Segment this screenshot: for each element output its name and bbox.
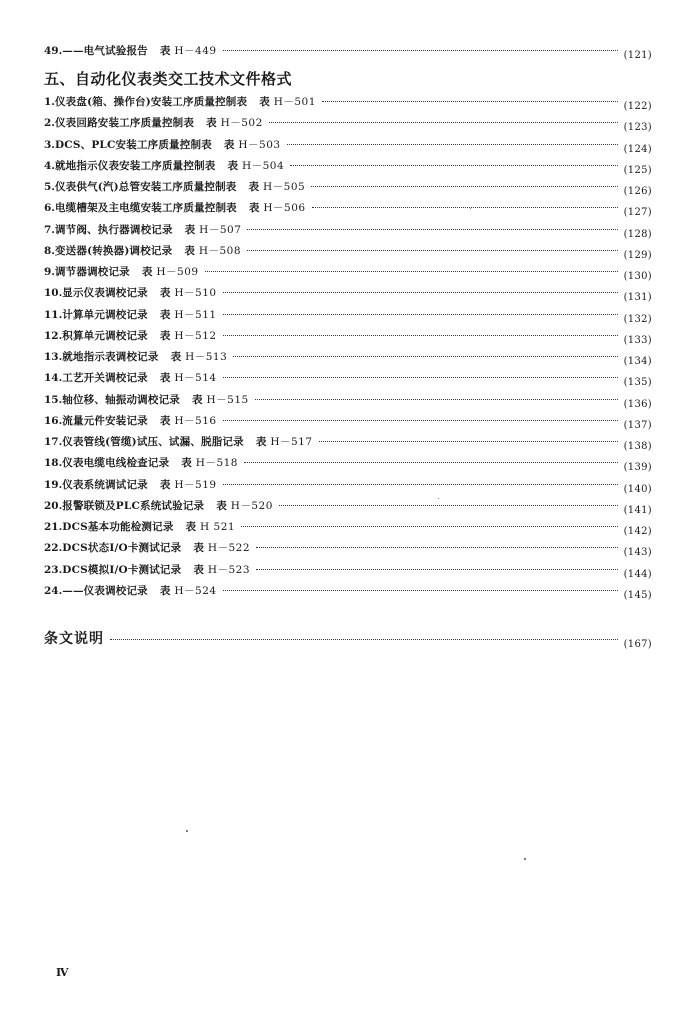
form-code: H－501 <box>273 96 316 108</box>
dot-leader <box>223 50 618 51</box>
dot-leader <box>256 569 618 570</box>
form-label: 表 <box>193 563 204 576</box>
toc-entry <box>44 223 652 238</box>
page-number: (124) <box>623 143 652 155</box>
toc-entry <box>44 393 652 408</box>
form-code: H－520 <box>230 499 273 512</box>
page-number: (136) <box>623 398 652 410</box>
dot-leader <box>319 441 618 442</box>
page-number: (144) <box>623 568 652 580</box>
entry-number: 6. <box>44 202 55 215</box>
form-code: H－513 <box>185 351 228 363</box>
page-number: (126) <box>623 186 652 197</box>
page-number: (141) <box>623 504 652 516</box>
toc-entry <box>44 414 652 429</box>
dot-leader <box>223 292 618 293</box>
entry-number: 49. <box>44 45 63 57</box>
toc-entry <box>44 244 652 259</box>
form-label: 表 <box>185 521 197 533</box>
page-number: (145) <box>623 589 652 601</box>
entry-title: 电缆槽架及主电缆安装工序质量控制表 <box>54 202 237 215</box>
toc-entry <box>44 116 652 134</box>
toc-entry <box>44 456 652 474</box>
toc-entry <box>44 308 652 323</box>
scan-speck <box>524 858 526 860</box>
form-code: H－503 <box>238 138 281 151</box>
form-label: 表 <box>248 202 260 215</box>
page-number: (131) <box>623 292 652 304</box>
entry-number: 24. <box>44 584 63 597</box>
entry-title: 轴位移、轴振动调校记录 <box>62 393 180 406</box>
page-number: (127) <box>623 207 652 219</box>
dot-leader <box>223 377 618 378</box>
form-label: 表 <box>227 159 238 172</box>
entry-title: 仪表供气(汽)总管安装工序质量控制表 <box>54 181 237 193</box>
entry-title: DCS、PLC安装工序质量控制表 <box>54 138 212 151</box>
entry-number: 22. <box>44 542 63 555</box>
page-number: (125) <box>623 164 652 176</box>
entry-number: 13. <box>44 351 63 363</box>
entry-title: ——仪表调校记录 <box>62 584 148 597</box>
entry-number: 10. <box>44 287 63 300</box>
entry-number: 21. <box>44 521 63 533</box>
entry-number: 1. <box>44 96 55 108</box>
form-label: 表 <box>170 351 182 363</box>
entry-number: 4. <box>44 159 55 172</box>
form-label: 表 <box>248 181 260 193</box>
dot-leader <box>241 526 618 527</box>
entry-title: 仪表系统调试记录 <box>62 478 148 491</box>
page-number: (122) <box>623 101 652 112</box>
page-number: (142) <box>623 526 652 537</box>
form-code: H－504 <box>241 159 285 172</box>
toc-entry <box>44 44 652 59</box>
form-code: H－511 <box>174 308 217 321</box>
entry-title: 计算单元调校记录 <box>62 308 148 321</box>
entry-number: 12. <box>44 329 63 342</box>
entry-title: 积算单元调校记录 <box>62 329 148 342</box>
entry-number: 5. <box>44 181 55 193</box>
entry-number: 9. <box>44 266 55 278</box>
form-label: 表 <box>255 436 267 448</box>
form-code: H－449 <box>174 45 217 57</box>
toc-entry <box>44 159 652 174</box>
entry-number: 14. <box>44 372 63 385</box>
form-label: 表 <box>159 287 171 300</box>
entry-number: 8. <box>44 244 55 257</box>
toc-entry <box>44 584 652 599</box>
form-label: 表 <box>159 329 171 342</box>
page-number: (133) <box>623 334 652 346</box>
toc-entry <box>44 350 652 365</box>
form-label: 表 <box>216 499 227 512</box>
page-number: (137) <box>623 419 652 431</box>
entry-title: 仪表电缆电线检查记录 <box>62 457 170 470</box>
entry-title: 就地指示表调校记录 <box>62 351 159 363</box>
form-code: H－524 <box>174 584 217 597</box>
dot-leader <box>223 590 618 591</box>
toc-entry <box>44 180 652 195</box>
form-code: H－507 <box>199 223 242 236</box>
dot-leader <box>290 165 617 166</box>
dot-leader <box>311 186 617 187</box>
form-label: 表 <box>184 223 196 236</box>
dot-leader <box>244 462 618 463</box>
toc-entry <box>44 435 652 450</box>
entry-title: DCS状态I/O卡测试记录 <box>62 542 182 555</box>
form-label: 表 <box>159 478 171 491</box>
page-number: (135) <box>623 377 652 389</box>
toc-entry <box>44 371 652 389</box>
entry-title: 仪表回路安装工序质量控制表 <box>54 117 195 130</box>
entry-number: 20. <box>44 499 63 512</box>
entry-number: 16. <box>44 414 63 427</box>
toc-entry-explanation <box>44 628 652 648</box>
folio: Ⅳ <box>56 966 69 979</box>
page-number: (139) <box>623 462 652 474</box>
entry-number: 11. <box>44 308 63 321</box>
toc-entry <box>44 265 652 280</box>
form-code: H－522 <box>207 542 251 555</box>
page-number: (121) <box>623 50 652 61</box>
dot-leader <box>269 122 618 123</box>
entry-title: 变送器(转换器)调校记录 <box>54 244 173 257</box>
page-number: (143) <box>623 547 652 559</box>
dot-leader <box>223 335 618 336</box>
dot-leader <box>279 505 618 506</box>
dot-leader <box>287 144 618 145</box>
page-number: (129) <box>623 249 652 261</box>
form-label: 表 <box>259 96 270 108</box>
dot-leader <box>247 250 618 251</box>
entry-title: 就地指示仪表安装工序质量控制表 <box>54 159 216 172</box>
entry-number: 3. <box>44 138 55 151</box>
entry-title: 仪表盘(箱、操作台)安装工序质量控制表 <box>54 96 248 108</box>
page-number: (140) <box>623 483 652 495</box>
form-code: H－506 <box>263 202 306 215</box>
form-label: 表 <box>184 244 195 257</box>
entry-title: 流量元件安装记录 <box>62 414 148 427</box>
dot-leader <box>223 420 618 421</box>
form-code: H－514 <box>174 372 217 385</box>
dot-leader <box>205 271 618 272</box>
entry-title: 调节器调校记录 <box>54 266 130 278</box>
form-code: H－509 <box>156 266 199 278</box>
toc-entry <box>44 201 652 219</box>
dot-leader <box>233 356 617 357</box>
entry-number: 2. <box>44 117 55 130</box>
toc-entry <box>44 95 652 110</box>
page-number: (128) <box>623 228 652 240</box>
form-code: H－517 <box>270 436 313 448</box>
dot-leader <box>247 229 617 230</box>
page-number: (132) <box>623 313 652 325</box>
dot-leader <box>256 547 618 548</box>
entry-number: 15. <box>44 393 63 406</box>
entry-number: 19. <box>44 478 63 491</box>
form-label: 表 <box>191 393 203 406</box>
form-code: H－512 <box>174 329 217 342</box>
entry-title: DCS模拟I/O卡测试记录 <box>62 563 182 576</box>
form-label: 表 <box>159 584 171 597</box>
form-code: H－508 <box>198 244 242 257</box>
form-label: 表 <box>141 266 153 278</box>
form-code: H－515 <box>206 393 249 406</box>
form-label: 表 <box>193 542 204 555</box>
entry-title: DCS基本功能检测记录 <box>62 521 174 533</box>
entry-number: 17. <box>44 436 63 448</box>
form-code: H－523 <box>207 563 251 576</box>
toc-entry <box>44 329 652 344</box>
dot-leader <box>312 207 618 208</box>
form-label: 表 <box>159 45 171 57</box>
page-number: (167) <box>623 639 652 650</box>
form-label: 表 <box>206 117 217 130</box>
form-label: 表 <box>159 308 171 321</box>
entry-title: 调节阀、执行器调校记录 <box>54 223 173 236</box>
toc-entry <box>44 563 652 578</box>
dot-leader <box>110 639 618 640</box>
toc-entry <box>44 478 652 493</box>
page-number: (130) <box>623 271 652 282</box>
toc-entry <box>44 286 652 304</box>
toc-entry <box>44 520 652 535</box>
toc-entry <box>44 541 652 559</box>
scan-speck <box>438 498 439 499</box>
form-label: 表 <box>181 457 192 470</box>
section-heading: 五、自动化仪表类交工技术文件格式 <box>44 70 293 88</box>
dot-leader <box>255 399 618 400</box>
form-code: H 521 <box>200 521 236 533</box>
scan-speck <box>470 208 471 209</box>
form-code: H－505 <box>263 181 306 193</box>
form-code: H－518 <box>195 457 238 470</box>
dot-leader <box>322 101 618 102</box>
entry-title: 工艺开关调校记录 <box>62 372 148 385</box>
form-label: 表 <box>223 138 235 151</box>
entry-title: 报警联锁及PLC系统试验记录 <box>62 499 205 512</box>
entry-number: 7. <box>44 223 55 236</box>
dot-leader <box>223 484 618 485</box>
form-code: H－502 <box>220 117 263 130</box>
toc-entry <box>44 138 652 153</box>
page-number: (138) <box>623 441 652 452</box>
page-number: (134) <box>623 356 652 367</box>
scan-speck <box>186 830 188 832</box>
entry-number: 23. <box>44 563 63 576</box>
form-code: H－510 <box>174 287 217 300</box>
form-code: H－519 <box>174 478 217 491</box>
form-label: 表 <box>159 372 171 385</box>
dot-leader <box>223 314 618 315</box>
form-code: H－516 <box>174 414 217 427</box>
form-label: 表 <box>159 414 171 427</box>
explanation-title: 条文说明 <box>44 631 104 647</box>
entry-title: 仪表管线(管缆)试压、试漏、脱脂记录 <box>62 436 244 448</box>
entry-title: ——电气试验报告 <box>62 45 148 57</box>
entry-number: 18. <box>44 457 63 470</box>
page-number: (123) <box>623 122 652 134</box>
entry-title: 显示仪表调校记录 <box>62 287 148 300</box>
toc-entry <box>44 499 652 514</box>
